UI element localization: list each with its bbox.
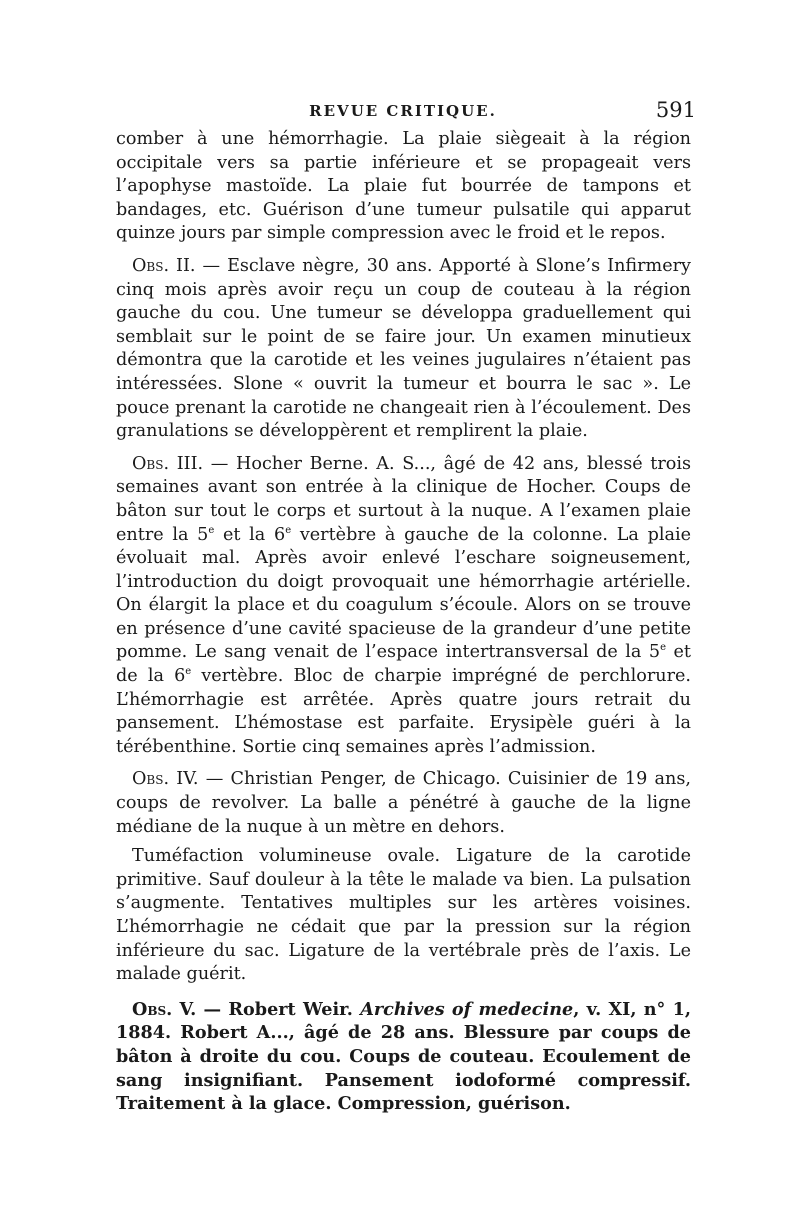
journal-title: Archives of medecine xyxy=(360,998,574,1020)
observation-text: vertèbre. Bloc de charpie imprégné de perchlorure. L’hémorrhagie est arrêtée. Après quatre jours retrait du pansement. L’hémostase est parfaite. Erysipèle guéri à la térébenthine. Sortie cinq semaines après l’admission. xyxy=(116,666,691,757)
paragraph-continuation xyxy=(116,128,691,246)
page-number: 591 xyxy=(655,98,696,122)
observation-2 xyxy=(116,255,691,444)
paragraph-followup xyxy=(116,845,691,987)
observation-3 xyxy=(116,453,691,760)
superscript: e xyxy=(660,642,667,654)
observation-text: et la 6 xyxy=(214,524,286,545)
observation-text: — Robert Weir. xyxy=(196,998,361,1020)
observation-text: et de la 6 xyxy=(116,642,691,687)
running-head xyxy=(118,98,696,126)
superscript: e xyxy=(185,666,192,678)
observation-text: — Esclave nègre, 30 ans. Apporté à Slone’s Infirmery cinq mois après avoir reçu un coup de couteau à la région gauche du cou. Une tumeur se développa graduellement qui semblait sur le point de se faire jour. Un examen minutieux démontra que la carotide et les veines jugulaires n’étaient pas intéressées. Slone « ouvrit la tumeur et bourra le sac ». Le pouce prenant la carotide ne changeait rien à l’écoulement. Des granulations se développèrent et remplirent la plaie. xyxy=(116,255,692,442)
observation-label: Obs. III. xyxy=(132,453,204,474)
paragraph-text: Tuméfaction volumineuse ovale. Ligature de la carotide primitive. Sauf douleur à la tête le malade va bien. La pulsation s’augmente. Tentatives multiples sur les artères voisines. L’hémorrhagie ne cédait que par la pression sur la région inférieure du sac. Ligature de la vertébrale près de l’axis. Le malade guérit. xyxy=(116,846,691,985)
observation-5 xyxy=(116,998,691,1116)
body-text xyxy=(116,128,691,1116)
superscript: e xyxy=(208,524,215,536)
observation-text: — Hocher Berne. A. S..., âgé de 42 ans, blessé trois semaines avant son entrée à la clinique de Hocher. Coups de bâton sur tout le corps et surtout à la nuque. A l’examen plaie entre la 5 xyxy=(116,453,691,545)
superscript: e xyxy=(285,524,292,536)
observation-text: , v. XI, n° 1, 1884. Robert A..., âgé de 28 ans. Blessure par coups de bâton à droite du cou. Coups de couteau. Ecoulement de sang insignifiant. Pansement iodoformé compressif. Traitement à la glace. Compression, guérison. xyxy=(116,998,691,1115)
running-title: REVUE CRITIQUE. xyxy=(309,102,497,120)
observation-4 xyxy=(116,768,691,839)
observation-text: — Christian Penger, de Chicago. Cuisinier de 19 ans, coups de revolver. La balle a pénétré à gauche de la ligne médiane de la nuque à un mètre en dehors. xyxy=(116,769,691,837)
observation-text: vertèbre à gauche de la colonne. La plaie évoluait mal. Après avoir enlevé l’eschare soigneusement, l’introduction du doigt provoquait une hémorrhagie artérielle. On élargit la place et du coagulum s’écoule. Alors on se trouve en présence d’une cavité spacieuse de la grandeur d’une petite pomme. Le sang venait de l’espace intertransversal de la 5 xyxy=(116,524,691,663)
observation-label: Obs. II. xyxy=(132,255,196,276)
observation-label: Obs. IV. xyxy=(132,769,199,790)
paragraph-text: comber à une hémorrhagie. La plaie siègeait à la région occipitale vers sa partie inférieure et se propageait vers l’apophyse mastoïde. La plaie fut bourrée de tampons et bandages, etc. Guérison d’une tumeur pulsatile qui apparut quinze jours par simple compression avec le froid et le repos. xyxy=(116,129,691,244)
observation-label: Obs. V. xyxy=(132,998,197,1020)
